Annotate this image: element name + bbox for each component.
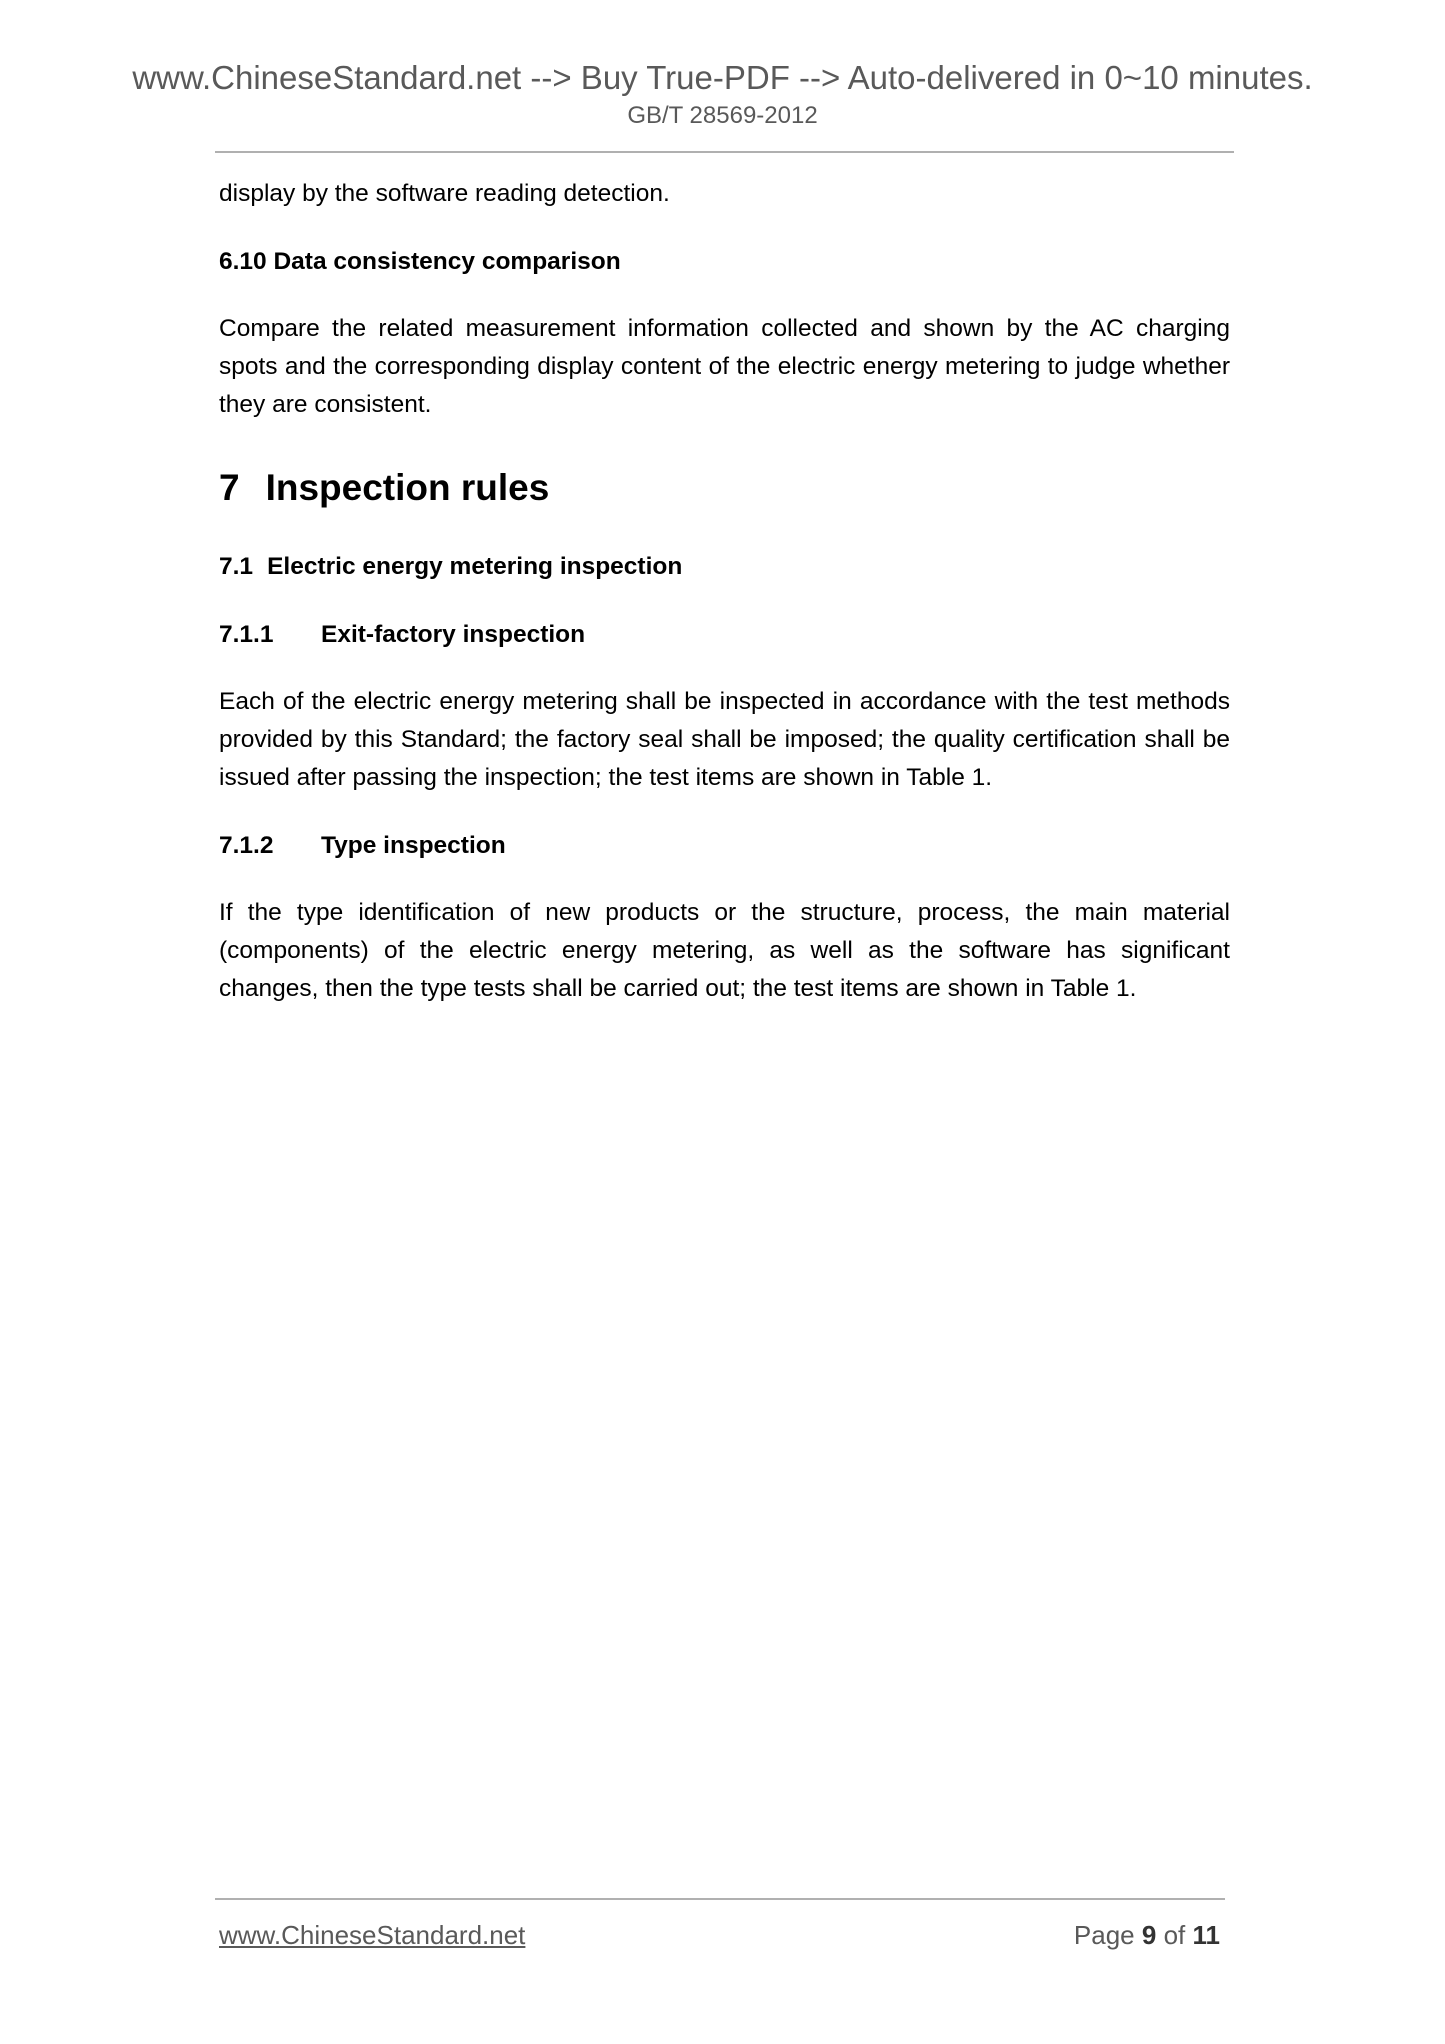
header-banner: www.ChineseStandard.net --> Buy True-PDF --> Auto-delivered in 0~10 minutes. bbox=[132, 59, 1313, 96]
section-7-1-2-title: Type inspection bbox=[321, 832, 506, 859]
page-content bbox=[219, 175, 1230, 1008]
page-prefix: Page bbox=[1073, 1920, 1135, 1950]
section-7-1-1-heading bbox=[219, 616, 1230, 654]
document-code: GB/T 28569-2012 bbox=[627, 102, 818, 129]
page-number bbox=[1074, 1918, 1220, 1952]
section-7-1-1-number: 7.1.1 bbox=[219, 621, 274, 648]
page-of: of bbox=[1163, 1920, 1186, 1950]
page-total: 11 bbox=[1192, 1920, 1220, 1950]
footer-divider bbox=[215, 1898, 1225, 1900]
footer-website-link[interactable]: www.ChineseStandard.net bbox=[219, 1920, 526, 1950]
header-divider bbox=[215, 151, 1234, 153]
page-current: 9 bbox=[1141, 1920, 1157, 1950]
section-6-10-text: Compare the related measurement information collected and shown by the AC charging spots and the corresponding display content of the electric energy metering to judge whether they are consistent. bbox=[219, 315, 1230, 418]
section-7-1-1-text: Each of the electric energy metering shall be inspected in accordance with the test methods provided by this Standard; the factory seal shall be imposed; the quality certification shall be issued after passing the inspection; the test items are shown in Table 1. bbox=[219, 688, 1230, 791]
section-7-1-heading bbox=[219, 548, 1230, 586]
section-7-1-number: 7.1 bbox=[219, 553, 254, 580]
section-7-1-2-number: 7.1.2 bbox=[219, 832, 274, 859]
section-7-1-1-title: Exit-factory inspection bbox=[321, 621, 586, 648]
section-7-number: 7 bbox=[219, 467, 240, 508]
section-7-title: Inspection rules bbox=[265, 467, 550, 508]
section-7-1-2-heading bbox=[219, 827, 1230, 865]
continuation-text: display by the software reading detection. bbox=[219, 180, 670, 207]
section-7-heading bbox=[219, 465, 1230, 511]
section-7-1-2-text: If the type identification of new products or the structure, process, the main material (components) of the electric energy metering, as well as the software has significant changes, then the type tests shall be carried out; the test items are shown in Table 1. bbox=[219, 899, 1230, 1002]
section-6-10-heading: 6.10 Data consistency comparison bbox=[219, 248, 621, 275]
section-7-1-title: Electric energy metering inspection bbox=[267, 553, 683, 580]
